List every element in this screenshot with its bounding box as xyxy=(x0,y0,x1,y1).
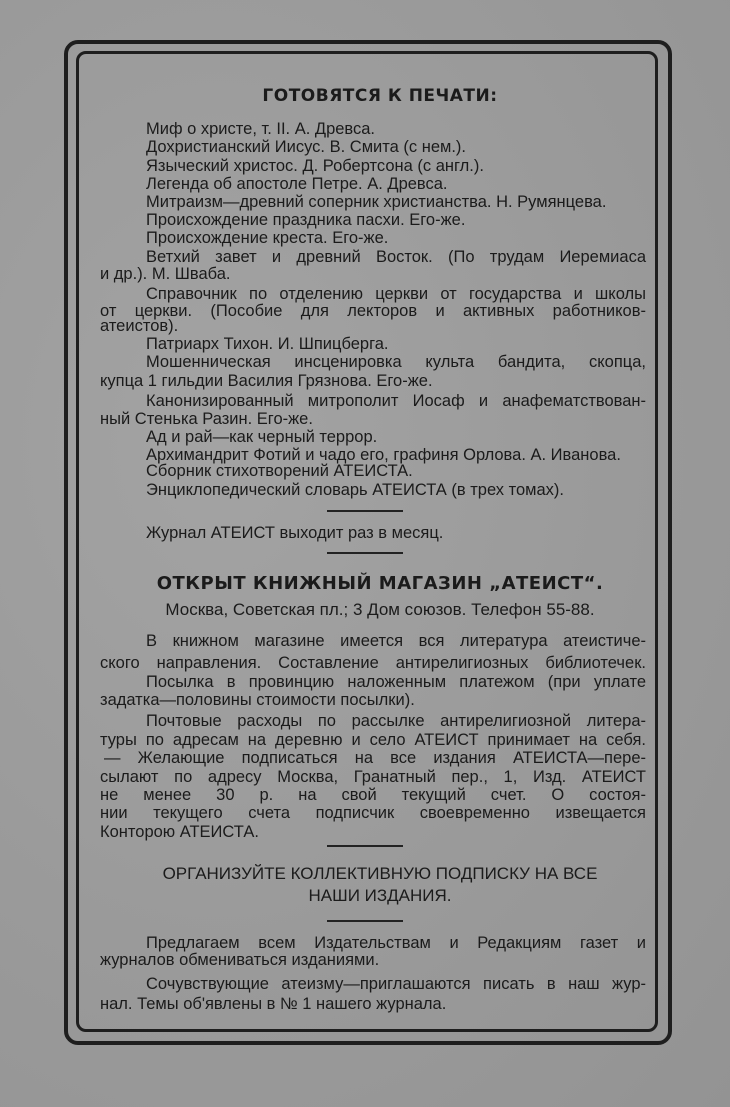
bookshop-text: сылают по адресу Москва, Гранатный пер., 1, Изд. АТЕИСТ xyxy=(100,768,646,786)
book-item: Происхождение праздника пасхи. Его-же. xyxy=(146,211,466,229)
book-item-cont: ный Стенька Разин. Его-же. xyxy=(100,410,313,428)
book-item: Архимандрит Фотий и чадо его, графиня Орлова. А. Иванова. xyxy=(146,446,621,464)
divider xyxy=(327,510,403,512)
book-item: Митраизм—древний соперник христианства. Н. Румянцева. xyxy=(146,193,607,211)
book-item-cont: купца 1 гильдии Василия Грязнова. Его-же. xyxy=(100,372,433,390)
book-item-cont: атеистов). xyxy=(100,317,179,335)
bookshop-text: задатка—половины стоимости посылки). xyxy=(100,691,415,709)
appeal-text: журналов обмениваться изданиями. xyxy=(100,951,380,969)
book-item: Происхождение креста. Его-же. xyxy=(146,229,389,247)
appeal-text: Предлагаем всем Издательствам и Редакциям газет и xyxy=(146,934,646,952)
book-item: Миф о христе, т. II. А. Древса. xyxy=(146,120,376,138)
book-item: Патриарх Тихон. И. Шпицберга. xyxy=(146,335,389,353)
bookshop-text: Почтовые расходы по рассылке антирелигиозной литера- xyxy=(146,712,646,730)
book-item: Справочник по отделению церкви от государства и школы xyxy=(146,285,646,303)
bookshop-text: Конторою АТЕИСТА. xyxy=(100,823,259,841)
book-item: Легенда об апостоле Петре. А. Древса. xyxy=(146,175,448,193)
book-item: Ад и рай—как черный террор. xyxy=(146,428,378,446)
bookshop-text: туры по адресам на деревню и село АТЕИСТ принимает на себя. xyxy=(100,731,646,749)
divider xyxy=(327,845,403,847)
bookshop-text: ского направления. Составление антирелигиозных библиотечек. xyxy=(100,654,646,672)
bookshop-text: нии текущего счета подписчик своевременно извещается xyxy=(100,804,646,822)
forthcoming-heading: ГОТОВЯТСЯ К ПЕЧАТИ: xyxy=(262,86,498,106)
bookshop-text: В книжном магазине имеется вся литература атеистиче- xyxy=(146,632,646,650)
book-item-cont: от церкви. (Пособие для лекторов и активных работников- xyxy=(100,302,646,320)
book-item: Языческий христос. Д. Робертсона (с англ.). xyxy=(146,157,484,175)
divider xyxy=(327,920,403,922)
book-item: Сборник стихотворений АТЕИСТА. xyxy=(146,462,413,480)
book-item-cont: и др.). М. Шваба. xyxy=(100,265,231,283)
bookshop-address: Москва, Советская пл.; 3 Дом союзов. Телефон 55-88. xyxy=(165,600,595,619)
appeal-text: нал. Темы об'явлены в № 1 нашего журнала. xyxy=(100,995,447,1013)
bookshop-text: — Желающие подписаться на все издания АТЕИСТА—пере- xyxy=(104,749,646,767)
book-item: Дохристианский Иисус. В. Смита (с нем.). xyxy=(146,138,467,156)
bookshop-text: не менее 30 р. на свой текущий счет. О состоя- xyxy=(100,786,646,804)
divider xyxy=(327,552,403,554)
appeal-heading: ОРГАНИЗУЙТЕ КОЛЛЕКТИВНУЮ ПОДПИСКУ НА ВСЕ xyxy=(162,864,598,883)
book-item: Мошенническая инсценировка культа бандита, скопца, xyxy=(146,353,646,371)
journal-note: Журнал АТЕИСТ выходит раз в месяц. xyxy=(146,524,444,542)
book-item: Ветхий завет и древний Восток. (По трудам Иеремиаса xyxy=(146,248,646,266)
appeal-text: Сочувствующие атеизму—приглашаются писать в наш жур- xyxy=(146,975,646,993)
appeal-heading: НАШИ ИЗДАНИЯ. xyxy=(308,886,452,905)
book-item: Энциклопедический словарь АТЕИСТА (в трех томах). xyxy=(146,481,565,499)
bookshop-text: Посылка в провинцию наложенным платежом (при уплате xyxy=(146,673,646,691)
bookshop-heading: ОТКРЫТ КНИЖНЫЙ МАГАЗИН „АТЕИСТ“. xyxy=(156,573,604,594)
book-item: Канонизированный митрополит Иосаф и анафематствован- xyxy=(146,392,646,410)
